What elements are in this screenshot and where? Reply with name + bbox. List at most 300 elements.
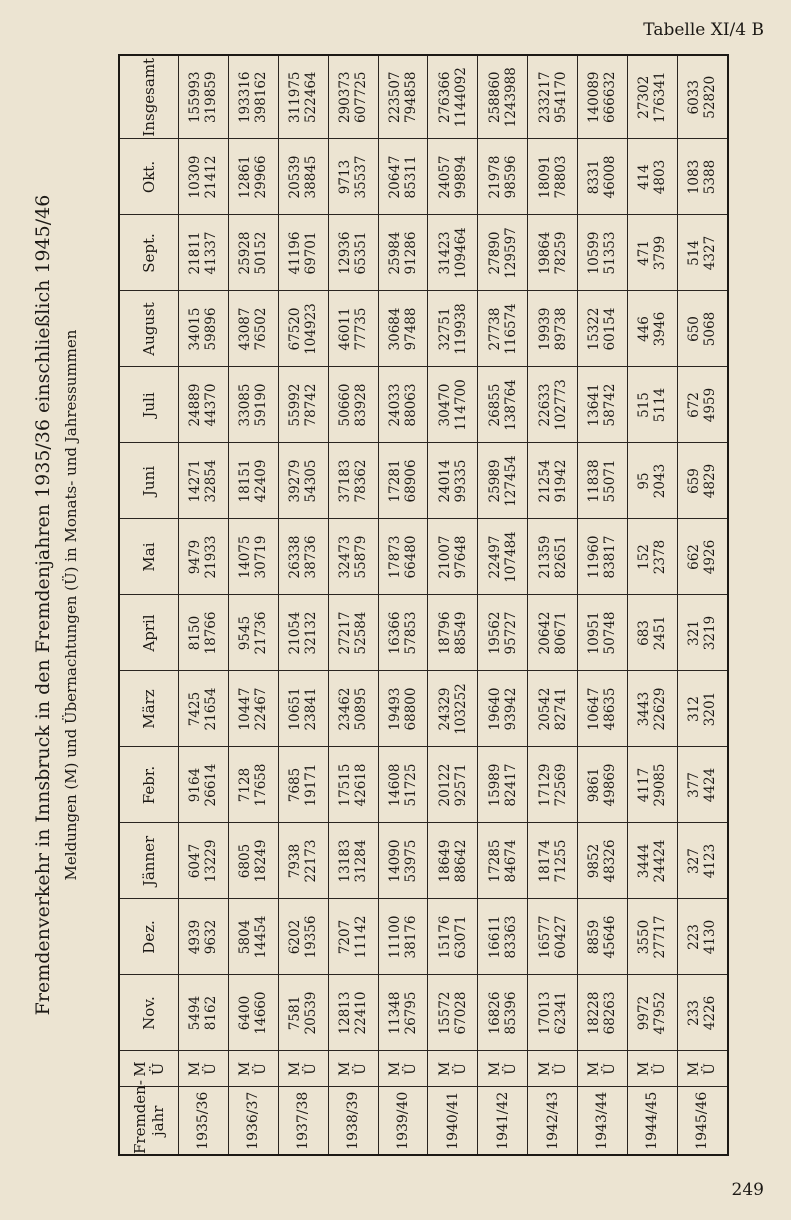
meldungen-value: 8331 [586, 159, 603, 195]
total-cell [627, 55, 677, 139]
uebernachtungen-value: 59896 [203, 307, 220, 351]
mu-label-cell [428, 1051, 478, 1087]
month-cell [677, 215, 728, 291]
meldungen-value: 14090 [386, 839, 403, 883]
uebernachtungen-value: 5114 [652, 387, 669, 423]
month-cell [627, 215, 677, 291]
meldungen-value: 95 [636, 472, 653, 490]
meldungen-value: 24014 [436, 459, 453, 503]
header-month: Dez. [119, 899, 179, 975]
uebernachtungen-value: 17658 [253, 763, 270, 807]
uebernachtungen-value: 38736 [303, 535, 320, 579]
meldungen-value: 514 [686, 240, 703, 266]
meldungen-value: 662 [686, 544, 703, 570]
month-cell [278, 823, 328, 899]
uebernachtungen-value: 82417 [502, 763, 519, 807]
meldungen-value: 8859 [586, 919, 603, 955]
uebernachtungen-value: 19171 [303, 763, 320, 807]
month-cell [428, 747, 478, 823]
month-cell [228, 139, 278, 215]
uebernachtungen-value: 176341 [652, 71, 669, 124]
meldungen-value: 37183 [337, 459, 354, 503]
uebernachtungen-value: 47952 [652, 991, 669, 1035]
month-cell [378, 291, 428, 367]
meldungen-value: 30470 [436, 383, 453, 427]
uebernachtungen-value: 3201 [702, 691, 719, 727]
uebernachtungen-value: 76502 [253, 307, 270, 351]
uebernachtungen-value: 794858 [402, 71, 419, 124]
uebernachtungen-value: 35537 [353, 155, 370, 199]
month-cell [428, 595, 478, 671]
meldungen-value: 16826 [486, 991, 503, 1035]
header-m-label: M [131, 1061, 149, 1077]
month-cell [378, 823, 428, 899]
uebernachtungen-value: 45646 [602, 915, 619, 959]
month-cell [179, 899, 229, 975]
meldungen-value: 7207 [337, 919, 354, 955]
meldungen-value: 16577 [536, 915, 553, 959]
month-cell [627, 595, 677, 671]
uebernachtungen-value: 116574 [502, 303, 519, 355]
m-label: M [237, 1061, 254, 1077]
meldungen-value: 17013 [536, 991, 553, 1035]
header-month: Nov. [119, 975, 179, 1051]
month-cell [478, 899, 528, 975]
uebernachtungen-value: 66480 [402, 535, 419, 579]
month-cell [677, 899, 728, 975]
header-month: Jänner [119, 823, 179, 899]
uebernachtungen-value: 49869 [602, 763, 619, 807]
meldungen-value: 140089 [586, 71, 603, 124]
meldungen-value: 20539 [287, 155, 304, 199]
uebernachtungen-value: 54305 [303, 459, 320, 503]
table-row [278, 55, 328, 1155]
uebernachtungen-value: 63071 [452, 915, 469, 959]
month-cell [179, 747, 229, 823]
meldungen-value: 152 [636, 544, 653, 570]
total-cell [528, 55, 578, 139]
meldungen-value: 9545 [237, 615, 254, 651]
month-cell [278, 367, 328, 443]
meldungen-value: 39279 [287, 459, 304, 503]
meldungen-value: 25989 [486, 459, 503, 503]
mu-label-cell [278, 1051, 328, 1087]
meldungen-value: 3444 [636, 843, 653, 879]
u-label: Ü [552, 1063, 569, 1075]
uebernachtungen-value: 50152 [253, 231, 270, 275]
u-label: Ü [253, 1063, 270, 1075]
meldungen-value: 11100 [386, 915, 403, 959]
month-cell [627, 823, 677, 899]
meldungen-value: 223 [686, 924, 703, 950]
month-cell [528, 671, 578, 747]
month-cell [228, 671, 278, 747]
month-cell [378, 595, 428, 671]
meldungen-value: 11838 [586, 459, 603, 503]
total-cell [179, 55, 229, 139]
month-cell [478, 291, 528, 367]
month-cell [428, 291, 478, 367]
month-cell [528, 595, 578, 671]
month-cell [528, 747, 578, 823]
meldungen-value: 27890 [486, 231, 503, 275]
meldungen-value: 10599 [586, 231, 603, 275]
meldungen-value: 7581 [287, 995, 304, 1031]
month-cell [578, 671, 628, 747]
uebernachtungen-value: 88642 [452, 839, 469, 883]
meldungen-value: 13641 [586, 383, 603, 427]
uebernachtungen-value: 50748 [602, 611, 619, 655]
meldungen-value: 515 [636, 392, 653, 418]
uebernachtungen-value: 319859 [203, 71, 220, 124]
meldungen-value: 20642 [536, 611, 553, 655]
month-cell [228, 443, 278, 519]
uebernachtungen-value: 57853 [402, 611, 419, 655]
meldungen-value: 18796 [436, 611, 453, 655]
page-number: 249 [731, 1180, 764, 1200]
month-cell [179, 215, 229, 291]
uebernachtungen-value: 127454 [502, 455, 519, 507]
uebernachtungen-value: 8162 [203, 995, 220, 1031]
uebernachtungen-value: 60427 [552, 915, 569, 959]
month-cell [428, 823, 478, 899]
meldungen-value: 24329 [436, 687, 453, 731]
meldungen-value: 14608 [386, 763, 403, 807]
meldungen-value: 233217 [536, 71, 553, 124]
header-month: März [119, 671, 179, 747]
uebernachtungen-value: 4424 [702, 767, 719, 803]
uebernachtungen-value: 26614 [203, 763, 220, 807]
meldungen-value: 19939 [536, 307, 553, 351]
u-label: Ü [402, 1063, 419, 1075]
meldungen-value: 4117 [636, 767, 653, 803]
uebernachtungen-value: 97648 [452, 535, 469, 579]
uebernachtungen-value: 27717 [652, 915, 669, 959]
month-cell [328, 519, 378, 595]
month-cell [677, 519, 728, 595]
uebernachtungen-value: 65351 [353, 231, 370, 275]
month-cell [278, 671, 328, 747]
month-cell [677, 671, 728, 747]
meldungen-value: 6202 [287, 919, 304, 955]
uebernachtungen-value: 62341 [552, 991, 569, 1035]
uebernachtungen-value: 2451 [652, 615, 669, 651]
month-cell [627, 519, 677, 595]
m-label: M [686, 1061, 703, 1077]
month-cell [677, 975, 728, 1051]
month-cell [378, 367, 428, 443]
uebernachtungen-value: 4123 [702, 843, 719, 879]
meldungen-value: 41196 [287, 231, 304, 275]
month-cell [179, 823, 229, 899]
meldungen-value: 11960 [586, 535, 603, 579]
uebernachtungen-value: 98596 [502, 155, 519, 199]
month-cell [627, 671, 677, 747]
uebernachtungen-value: 83363 [502, 915, 519, 959]
uebernachtungen-value: 13229 [203, 839, 220, 883]
uebernachtungen-value: 38176 [402, 915, 419, 959]
month-cell [278, 899, 328, 975]
meldungen-value: 1083 [686, 159, 703, 195]
rotated-table-block [32, 54, 729, 1156]
meldungen-value: 20542 [536, 687, 553, 731]
month-cell [528, 823, 578, 899]
month-cell [428, 975, 478, 1051]
meldungen-value: 43087 [237, 307, 254, 351]
u-label: Ü [303, 1063, 320, 1075]
meldungen-value: 19864 [536, 231, 553, 275]
uebernachtungen-value: 53975 [402, 839, 419, 883]
uebernachtungen-value: 31284 [353, 839, 370, 883]
header-u-label: Ü [149, 1062, 167, 1076]
table-body [179, 55, 729, 1155]
uebernachtungen-value: 78362 [353, 459, 370, 503]
meldungen-value: 24033 [386, 383, 403, 427]
month-cell [228, 595, 278, 671]
meldungen-value: 9972 [636, 995, 653, 1031]
meldungen-value: 8150 [187, 615, 204, 651]
uebernachtungen-value: 21654 [203, 687, 220, 731]
month-cell [378, 139, 428, 215]
month-cell [528, 519, 578, 595]
year-cell: 1935/36 [179, 1087, 229, 1155]
meldungen-value: 12861 [237, 155, 254, 199]
m-label: M [337, 1061, 354, 1077]
meldungen-value: 30684 [386, 307, 403, 351]
month-cell [627, 899, 677, 975]
year-cell: 1936/37 [228, 1087, 278, 1155]
uebernachtungen-value: 30719 [253, 535, 270, 579]
month-cell [478, 443, 528, 519]
mu-label-cell [578, 1051, 628, 1087]
mu-label-cell [627, 1051, 677, 1087]
month-cell [578, 747, 628, 823]
uebernachtungen-value: 88549 [452, 611, 469, 655]
uebernachtungen-value: 4829 [702, 463, 719, 499]
table-row [578, 55, 628, 1155]
month-cell [278, 443, 328, 519]
uebernachtungen-value: 91942 [552, 459, 569, 503]
meldungen-value: 27217 [337, 611, 354, 655]
uebernachtungen-value: 102773 [552, 379, 569, 431]
uebernachtungen-value: 42618 [353, 763, 370, 807]
uebernachtungen-value: 522464 [303, 71, 320, 124]
total-cell [578, 55, 628, 139]
meldungen-value: 18151 [237, 459, 254, 503]
meldungen-value: 6805 [237, 843, 254, 879]
uebernachtungen-value: 52584 [353, 611, 370, 655]
meldungen-value: 21359 [536, 535, 553, 579]
month-cell [528, 443, 578, 519]
table-subtitle: Meldungen (M) und Übernachtungen (Ü) in Monats- und Jahressummen [62, 329, 80, 881]
m-label: M [436, 1061, 453, 1077]
meldungen-value: 7425 [187, 691, 204, 727]
uebernachtungen-value: 109464 [452, 227, 469, 279]
meldungen-value: 24057 [436, 155, 453, 199]
uebernachtungen-value: 3799 [652, 235, 669, 271]
uebernachtungen-value: 68906 [402, 459, 419, 503]
header-fremdenjahr-line2: jahr [149, 1105, 167, 1136]
table-row [378, 55, 428, 1155]
year-cell: 1940/41 [428, 1087, 478, 1155]
uebernachtungen-value: 21412 [203, 155, 220, 199]
table-row [228, 55, 278, 1155]
uebernachtungen-value: 29085 [652, 763, 669, 807]
uebernachtungen-value: 84674 [502, 839, 519, 883]
month-cell [528, 367, 578, 443]
meldungen-value: 15322 [586, 307, 603, 351]
meldungen-value: 7938 [287, 843, 304, 879]
mu-label-cell [677, 1051, 728, 1087]
month-cell [677, 367, 728, 443]
month-cell [179, 443, 229, 519]
meldungen-value: 17129 [536, 763, 553, 807]
uebernachtungen-value: 97488 [402, 307, 419, 351]
uebernachtungen-value: 93942 [502, 687, 519, 731]
month-cell [378, 747, 428, 823]
uebernachtungen-value: 78259 [552, 231, 569, 275]
uebernachtungen-value: 11142 [353, 915, 370, 959]
uebernachtungen-value: 83817 [602, 535, 619, 579]
month-cell [677, 595, 728, 671]
uebernachtungen-value: 19356 [303, 915, 320, 959]
meldungen-value: 25928 [237, 231, 254, 275]
month-cell [378, 215, 428, 291]
month-cell [677, 823, 728, 899]
meldungen-value: 21811 [187, 231, 204, 275]
uebernachtungen-value: 954170 [552, 71, 569, 124]
month-cell [677, 291, 728, 367]
month-cell [578, 139, 628, 215]
uebernachtungen-value: 32854 [203, 459, 220, 503]
uebernachtungen-value: 99894 [452, 155, 469, 199]
uebernachtungen-value: 52820 [702, 75, 719, 119]
month-cell [328, 671, 378, 747]
meldungen-value: 16366 [386, 611, 403, 655]
month-cell [428, 519, 478, 595]
month-cell [578, 291, 628, 367]
uebernachtungen-value: 85311 [402, 155, 419, 199]
uebernachtungen-value: 95727 [502, 611, 519, 655]
u-label: Ü [353, 1063, 370, 1075]
uebernachtungen-value: 14660 [253, 991, 270, 1035]
uebernachtungen-value: 38845 [303, 155, 320, 199]
meldungen-value: 4939 [187, 919, 204, 955]
meldungen-value: 9164 [187, 767, 204, 803]
uebernachtungen-value: 78803 [552, 155, 569, 199]
month-cell [428, 443, 478, 519]
meldungen-value: 15989 [486, 763, 503, 807]
month-cell [179, 139, 229, 215]
uebernachtungen-value: 1144092 [452, 67, 469, 128]
meldungen-value: 414 [636, 164, 653, 190]
uebernachtungen-value: 104923 [303, 303, 320, 355]
month-cell [328, 595, 378, 671]
month-cell [328, 975, 378, 1051]
month-cell [328, 443, 378, 519]
meldungen-value: 377 [686, 772, 703, 798]
uebernachtungen-value: 82741 [552, 687, 569, 731]
year-cell: 1942/43 [528, 1087, 578, 1155]
mu-label-cell [378, 1051, 428, 1087]
m-label: M [187, 1061, 204, 1077]
u-label: Ü [502, 1063, 519, 1075]
month-cell [378, 519, 428, 595]
month-cell [578, 899, 628, 975]
uebernachtungen-value: 91286 [402, 231, 419, 275]
meldungen-value: 11348 [386, 991, 403, 1035]
meldungen-value: 19493 [386, 687, 403, 731]
meldungen-value: 659 [686, 468, 703, 494]
month-cell [228, 367, 278, 443]
month-cell [428, 899, 478, 975]
meldungen-value: 15176 [436, 915, 453, 959]
uebernachtungen-value: 607725 [353, 71, 370, 124]
meldungen-value: 18228 [586, 991, 603, 1035]
meldungen-value: 327 [686, 848, 703, 874]
meldungen-value: 312 [686, 696, 703, 722]
meldungen-value: 17281 [386, 459, 403, 503]
u-label: Ü [702, 1063, 719, 1075]
meldungen-value: 32751 [436, 307, 453, 351]
uebernachtungen-value: 85396 [502, 991, 519, 1035]
uebernachtungen-value: 69701 [303, 231, 320, 275]
uebernachtungen-value: 4130 [702, 919, 719, 955]
uebernachtungen-value: 60154 [602, 307, 619, 351]
meldungen-value: 17515 [337, 763, 354, 807]
meldungen-value: 23462 [337, 687, 354, 731]
uebernachtungen-value: 55879 [353, 535, 370, 579]
meldungen-value: 10651 [287, 687, 304, 731]
meldungen-value: 9479 [187, 539, 204, 575]
meldungen-value: 18649 [436, 839, 453, 883]
month-cell [278, 519, 328, 595]
meldungen-value: 9713 [337, 159, 354, 195]
uebernachtungen-value: 666632 [602, 71, 619, 124]
uebernachtungen-value: 107484 [502, 531, 519, 583]
month-cell [528, 291, 578, 367]
uebernachtungen-value: 59190 [253, 383, 270, 427]
header-month: Juni [119, 443, 179, 519]
uebernachtungen-value: 1243988 [502, 67, 519, 128]
uebernachtungen-value: 18766 [203, 611, 220, 655]
meldungen-value: 12813 [337, 991, 354, 1035]
month-cell [228, 519, 278, 595]
uebernachtungen-value: 89738 [552, 307, 569, 351]
meldungen-value: 9861 [586, 767, 603, 803]
month-cell [627, 747, 677, 823]
total-cell [428, 55, 478, 139]
uebernachtungen-value: 5388 [702, 159, 719, 195]
month-cell [228, 899, 278, 975]
meldungen-value: 24889 [187, 383, 204, 427]
month-cell [428, 139, 478, 215]
month-cell [478, 215, 528, 291]
header-total: Insgesamt [119, 55, 179, 139]
month-cell [528, 975, 578, 1051]
year-cell: 1941/42 [478, 1087, 528, 1155]
uebernachtungen-value: 44370 [203, 383, 220, 427]
uebernachtungen-value: 82651 [552, 535, 569, 579]
uebernachtungen-value: 22467 [253, 687, 270, 731]
month-cell [179, 291, 229, 367]
uebernachtungen-value: 29966 [253, 155, 270, 199]
month-cell [428, 367, 478, 443]
u-label: Ü [452, 1063, 469, 1075]
uebernachtungen-value: 78742 [303, 383, 320, 427]
uebernachtungen-value: 99335 [452, 459, 469, 503]
month-cell [179, 671, 229, 747]
